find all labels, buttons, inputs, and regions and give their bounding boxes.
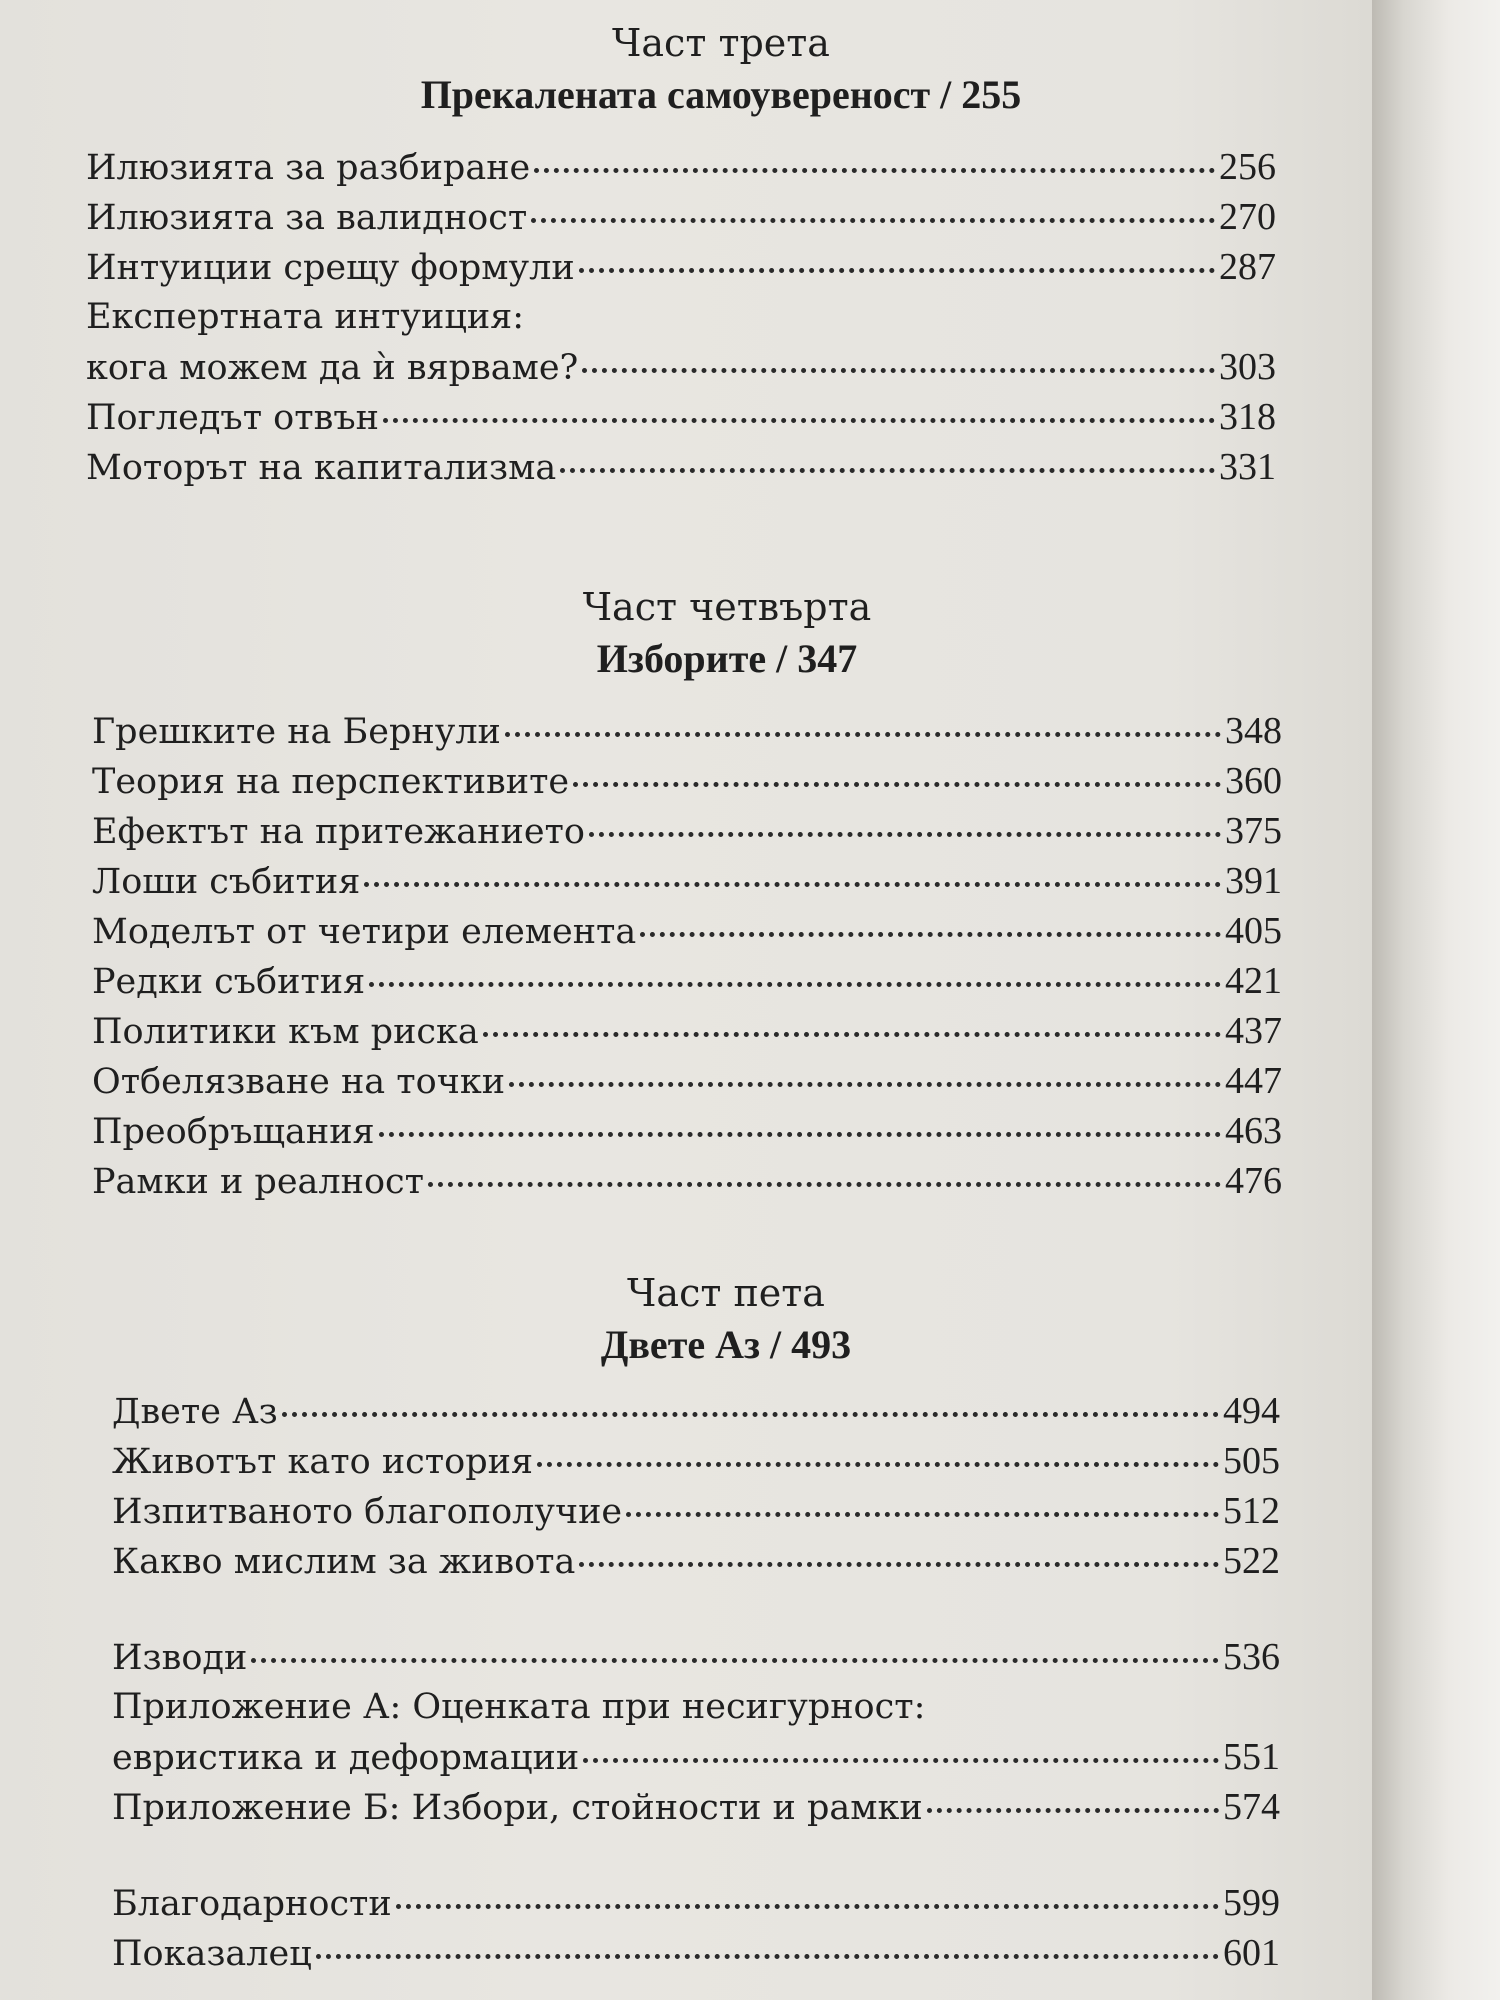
dot-leader: [251, 1658, 1219, 1663]
entry-title: Теория на перспективите: [92, 762, 570, 802]
dot-leader: [396, 1904, 1219, 1909]
toc-entry: [86, 242, 1276, 292]
entry-page: 601: [1223, 1932, 1280, 1974]
entry-title: Изводи: [112, 1638, 248, 1678]
toc-entry: [112, 1732, 1280, 1782]
spacer: [112, 1832, 1280, 1878]
dot-leader: [537, 1462, 1219, 1467]
entry-title: Животът като история: [112, 1442, 534, 1482]
entry-page: 574: [1223, 1786, 1280, 1828]
toc-entry: [92, 956, 1282, 1006]
entry-page: 287: [1219, 246, 1276, 288]
dot-leader: [573, 782, 1221, 787]
entry-title: Погледът отвън: [86, 398, 379, 438]
entry-title: Рамки и реалност: [92, 1162, 425, 1202]
entry-title: Илюзията за валидност: [86, 198, 528, 238]
dot-leader: [428, 1182, 1221, 1187]
entry-page: 303: [1219, 346, 1276, 388]
toc-entry: [92, 756, 1282, 806]
dot-leader: [579, 268, 1215, 273]
dot-leader: [579, 1562, 1219, 1567]
toc-entry: [92, 1156, 1282, 1206]
toc-entry: [112, 1632, 1280, 1682]
entry-page: 318: [1219, 396, 1276, 438]
entry-title: Ефектът на притежанието: [92, 812, 585, 852]
part-label: Част четвърта: [582, 585, 872, 629]
entry-title: Отбелязване на точки: [92, 1062, 506, 1102]
entry-title: Показалец: [112, 1934, 312, 1974]
dot-leader: [640, 932, 1221, 937]
toc-entry: [112, 1878, 1280, 1928]
dot-leader: [927, 1808, 1219, 1813]
entry-page: 599: [1223, 1882, 1280, 1924]
dot-leader: [379, 1132, 1221, 1137]
entry-page: 375: [1225, 810, 1282, 852]
part-label: Част пета: [627, 1271, 825, 1315]
entry-page: 256: [1219, 146, 1276, 188]
toc-entry: [92, 1006, 1282, 1056]
dot-leader: [282, 1412, 1219, 1417]
entry-page: 348: [1225, 710, 1282, 752]
entry-page: 494: [1223, 1390, 1280, 1432]
toc-entry: [112, 1782, 1280, 1832]
entry-title: Редки събития: [92, 962, 366, 1002]
dot-leader: [589, 832, 1221, 837]
entry-title: Приложение Б: Избори, стойности и рамки: [112, 1788, 923, 1828]
entry-title: евристика и деформации: [112, 1738, 580, 1778]
entry-page: 405: [1225, 910, 1282, 952]
entry-list: [112, 1386, 1280, 1978]
part-title: Изборите / 347: [596, 636, 858, 681]
dot-leader: [583, 1758, 1219, 1763]
entry-title: Преобръщания: [92, 1112, 375, 1152]
section-part-five: [112, 1268, 1280, 1978]
entry-page: 512: [1223, 1490, 1280, 1532]
toc-entry: [112, 1486, 1280, 1536]
entry-page: 551: [1223, 1736, 1280, 1778]
dot-leader: [483, 1032, 1221, 1037]
toc-entry: [86, 192, 1276, 242]
dot-leader: [383, 418, 1215, 423]
part-title: Двете Аз / 493: [600, 1322, 852, 1367]
entry-page: 437: [1225, 1010, 1282, 1052]
entry-page: 505: [1223, 1440, 1280, 1482]
dot-leader: [369, 982, 1221, 987]
toc-entry: [112, 1436, 1280, 1486]
dot-leader: [316, 1954, 1219, 1959]
toc-entry: [112, 1928, 1280, 1978]
toc-entry: [92, 806, 1282, 856]
entry-title: Политики към риска: [92, 1012, 479, 1052]
entry-title-line1: Приложение А: Оценката при несигурност:: [112, 1687, 926, 1727]
part-label: Част трета: [612, 21, 830, 65]
toc-entry: [92, 1106, 1282, 1156]
toc-entry: [86, 392, 1276, 442]
dot-leader: [626, 1512, 1219, 1517]
dot-leader: [531, 218, 1215, 223]
entry-page: 331: [1219, 446, 1276, 488]
toc-entry: [92, 706, 1282, 756]
entry-list: [86, 142, 1276, 492]
entry-title: Моделът от четири елемента: [92, 912, 637, 952]
dot-leader: [505, 732, 1221, 737]
toc-entry: [92, 856, 1282, 906]
entry-title: Изпитваното благополучие: [112, 1492, 623, 1532]
entry-title: Двете Аз: [112, 1392, 278, 1432]
spacer: [112, 1586, 1280, 1632]
next-page-edge: [1372, 0, 1500, 2000]
section-part-three: [86, 18, 1276, 492]
entry-title: Грешките на Бернули: [92, 712, 501, 752]
entry-page: 536: [1223, 1636, 1280, 1678]
toc-entry: [112, 1536, 1280, 1586]
entry-title: кога можем да ѝ вярваме?: [86, 348, 579, 388]
entry-page: 447: [1225, 1060, 1282, 1102]
entry-title: Интуиции срещу формули: [86, 248, 575, 288]
dot-leader: [364, 882, 1221, 887]
entry-page: 270: [1219, 196, 1276, 238]
toc-entry: [92, 906, 1282, 956]
entry-page: 391: [1225, 860, 1282, 902]
entry-list: [92, 706, 1282, 1206]
dot-leader: [534, 168, 1215, 173]
toc-entry: [92, 1056, 1282, 1106]
entry-title: Благодарности: [112, 1884, 392, 1924]
entry-title: Лоши събития: [92, 862, 361, 902]
toc-entry: [86, 142, 1276, 192]
dot-leader: [509, 1082, 1221, 1087]
toc-entry: [86, 442, 1276, 492]
dot-leader: [560, 468, 1215, 473]
entry-page: 522: [1223, 1540, 1280, 1582]
entry-title: Моторът на капитализма: [86, 448, 557, 488]
toc-entry: [86, 342, 1276, 392]
section-part-four: [92, 582, 1282, 1206]
entry-title: Илюзията за разбиране: [86, 148, 531, 188]
entry-page: 463: [1225, 1110, 1282, 1152]
entry-title: Какво мислим за живота: [112, 1542, 576, 1582]
entry-title-line1: Експертната интуиция:: [86, 297, 525, 337]
toc-entry: [112, 1386, 1280, 1436]
part-title: Прекалената самоувереност / 255: [420, 72, 1022, 117]
dot-leader: [582, 368, 1215, 373]
entry-page: 421: [1225, 960, 1282, 1002]
entry-page: 360: [1225, 760, 1282, 802]
entry-page: 476: [1225, 1160, 1282, 1202]
